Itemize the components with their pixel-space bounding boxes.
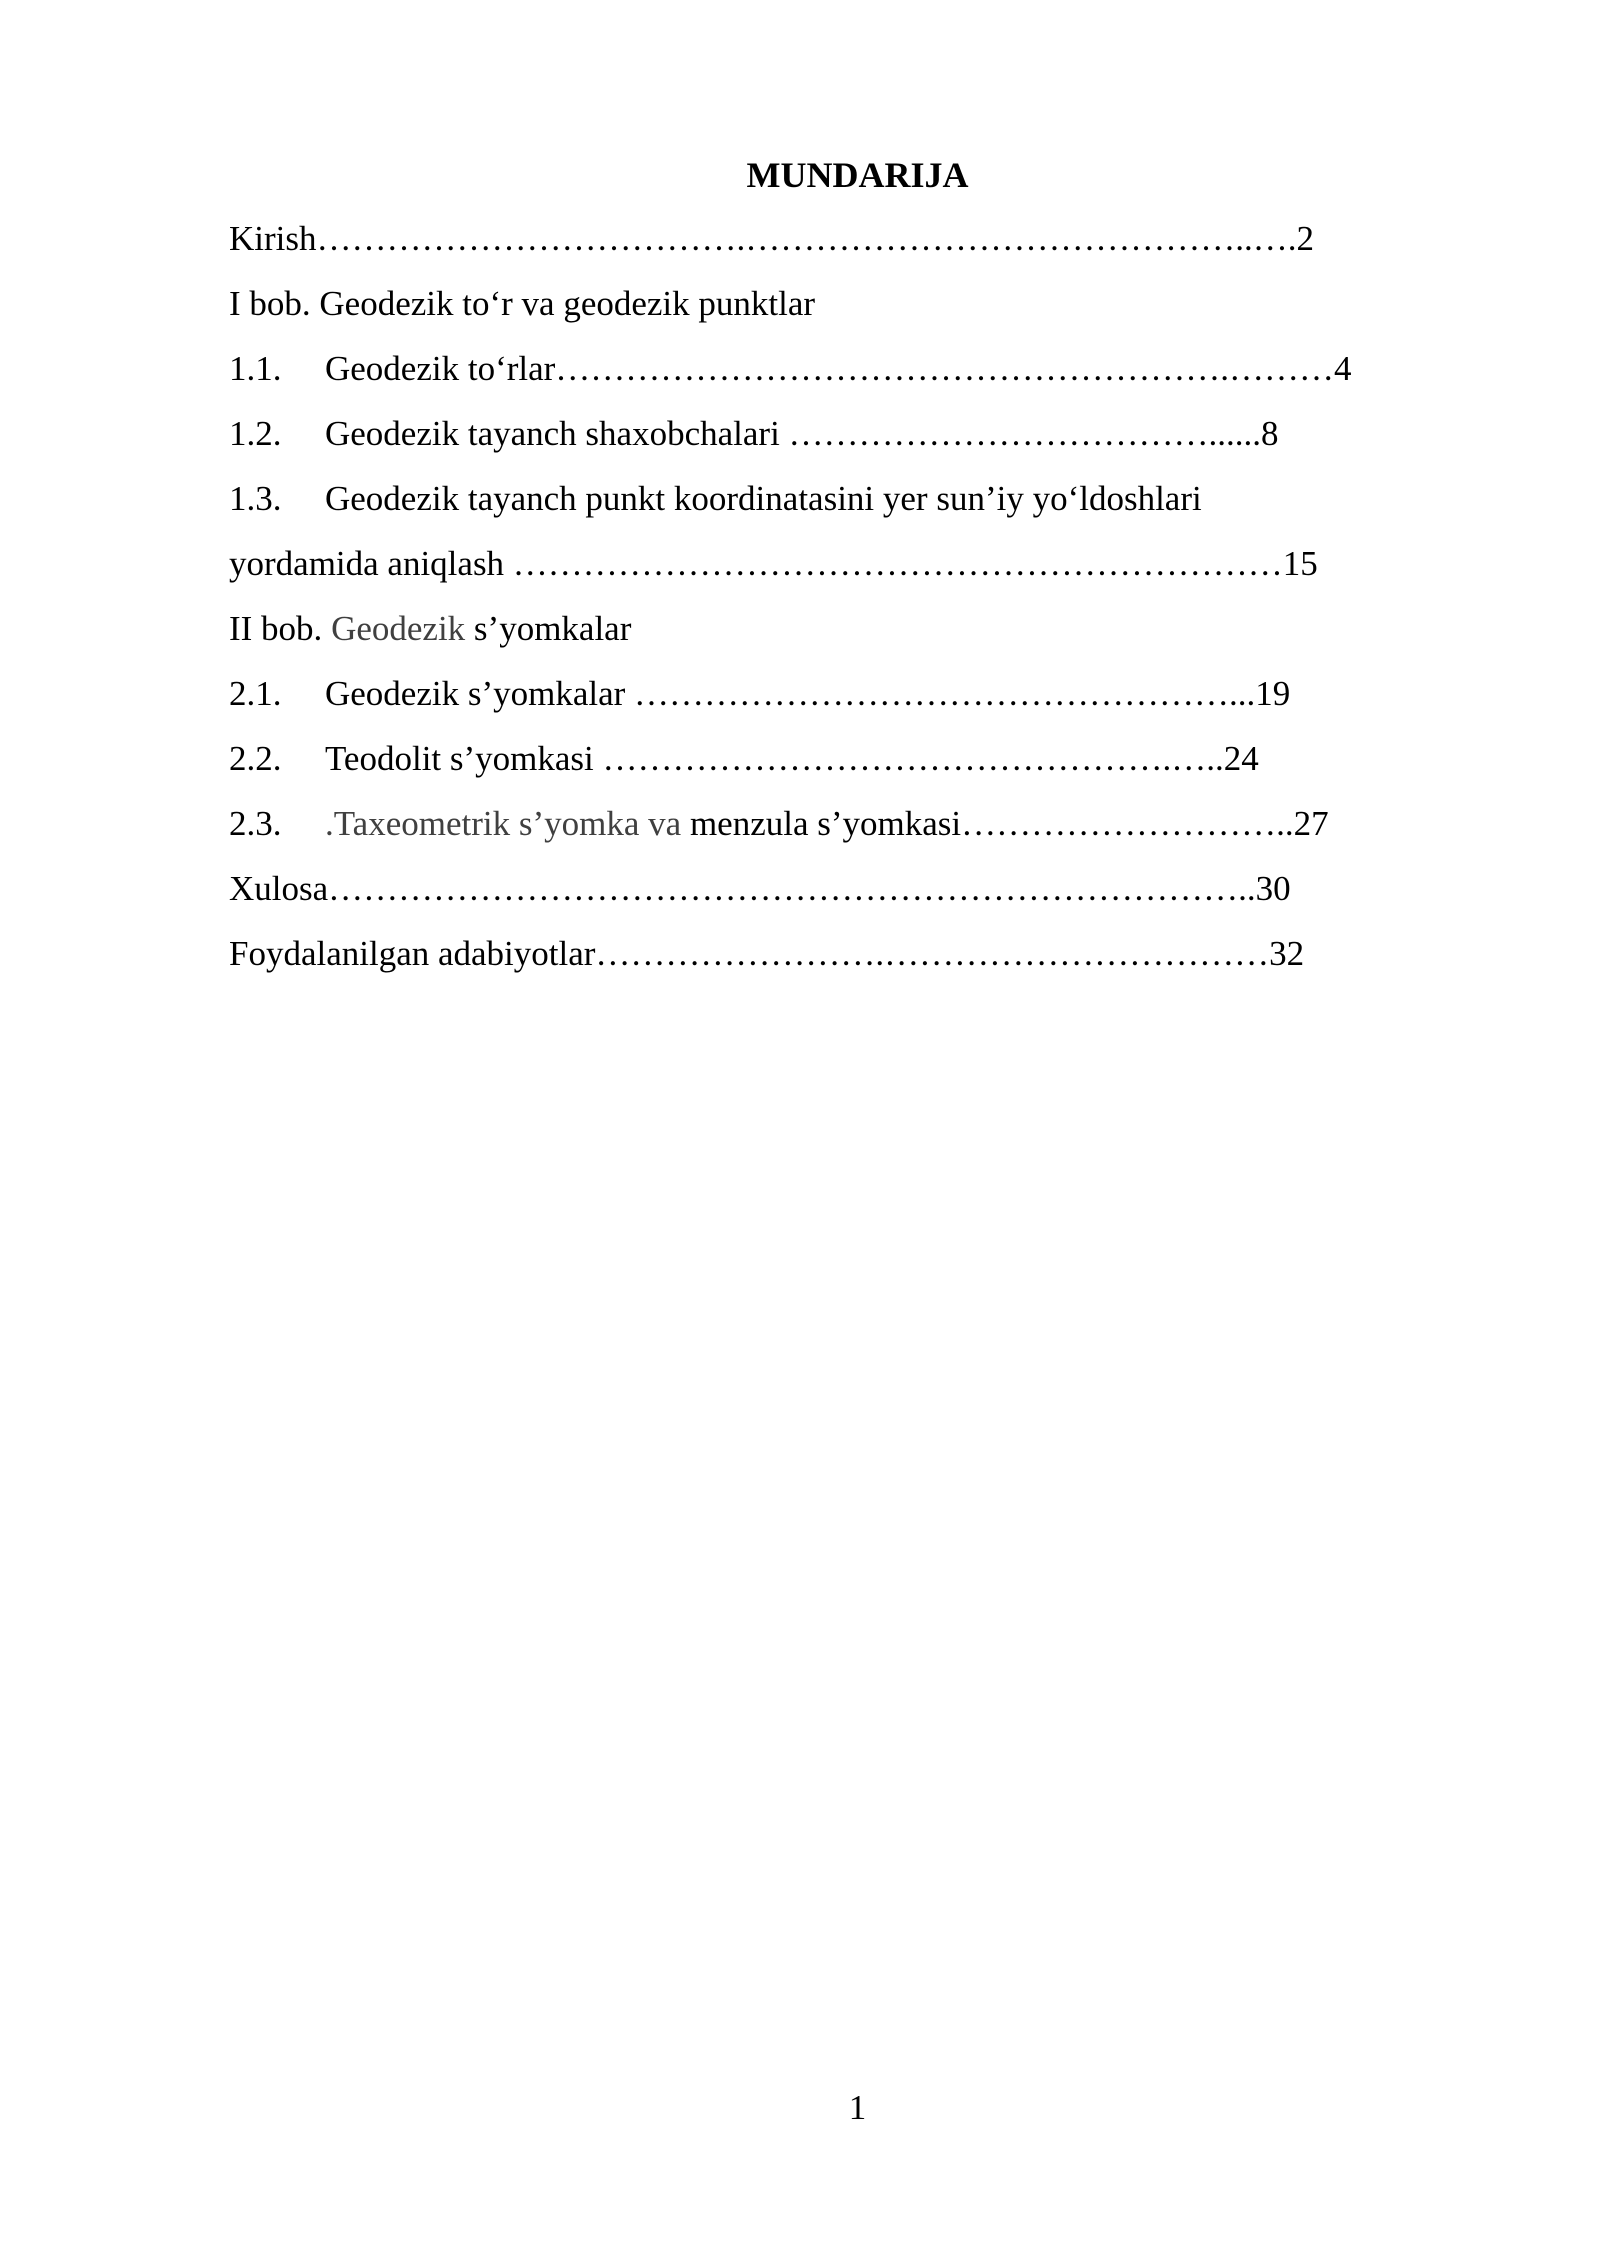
toc-entry-adabiyotlar [229, 929, 1304, 979]
toc-entry-kirish [229, 214, 1314, 264]
toc-chapter-grey-text: Geodezik [331, 609, 466, 648]
toc-entry-number: 2.3. [229, 804, 282, 843]
toc-entry-text: menzula s’yomkasi………………………..27 [689, 804, 1329, 843]
toc-entry-xulosa [229, 864, 1291, 914]
toc-entry-text: Kirish……………………………….……………………………………..….2 [229, 219, 1314, 258]
toc-entry-text: Foydalanilgan adabiyotlar…………………….……………………………32 [229, 934, 1305, 973]
toc-entry-text: Geodezik tayanch shaxobchalari ………………………………......8 [325, 414, 1279, 453]
toc-chapter-2 [229, 604, 631, 654]
toc-entry-number: 2.2. [229, 739, 282, 778]
toc-entry-number: 1.3. [229, 479, 282, 518]
toc-title: MUNDARIJA [746, 155, 969, 195]
toc-entry-number: 2.1. [229, 674, 282, 713]
toc-entry-2-1 [229, 669, 1290, 719]
toc-entry-text: yordamida aniqlash …………………………………………………………15 [229, 544, 1318, 583]
toc-entry-grey-text: .Taxeometrik s’yomka va [325, 804, 682, 843]
toc-entry-1-1 [229, 344, 1352, 394]
toc-entry-text: Teodolit s’yomkasi ………………………………………….…..24 [325, 739, 1259, 778]
toc-entry-1-2 [229, 409, 1279, 459]
toc-chapter-prefix: II bob. [229, 609, 323, 648]
toc-entry-1-3-continuation [229, 539, 1318, 589]
toc-entry-1-3 [229, 474, 1202, 524]
toc-entry-number: 1.1. [229, 349, 282, 388]
toc-entry-text: Geodezik tayanch punkt koordinatasini yer sun’iy yo‘ldoshlari [325, 479, 1202, 518]
toc-chapter-text: I bob. Geodezik to‘r va geodezik punktlar [229, 284, 816, 323]
toc-entry-text: Xulosa……………………………………………………………………..30 [229, 869, 1291, 908]
toc-entry-text: Geodezik s’yomkalar ……………………………………………...19 [325, 674, 1291, 713]
toc-entry-2-2 [229, 734, 1259, 784]
toc-entry-number: 1.2. [229, 414, 282, 453]
page-number: 1 [848, 2088, 867, 2127]
toc-entry-text: Geodezik to‘rlar………………………………………………….………4 [325, 349, 1352, 388]
toc-chapter-rest: s’yomkalar [473, 609, 632, 648]
toc-entry-2-3 [229, 799, 1329, 849]
toc-chapter-1 [229, 279, 815, 329]
